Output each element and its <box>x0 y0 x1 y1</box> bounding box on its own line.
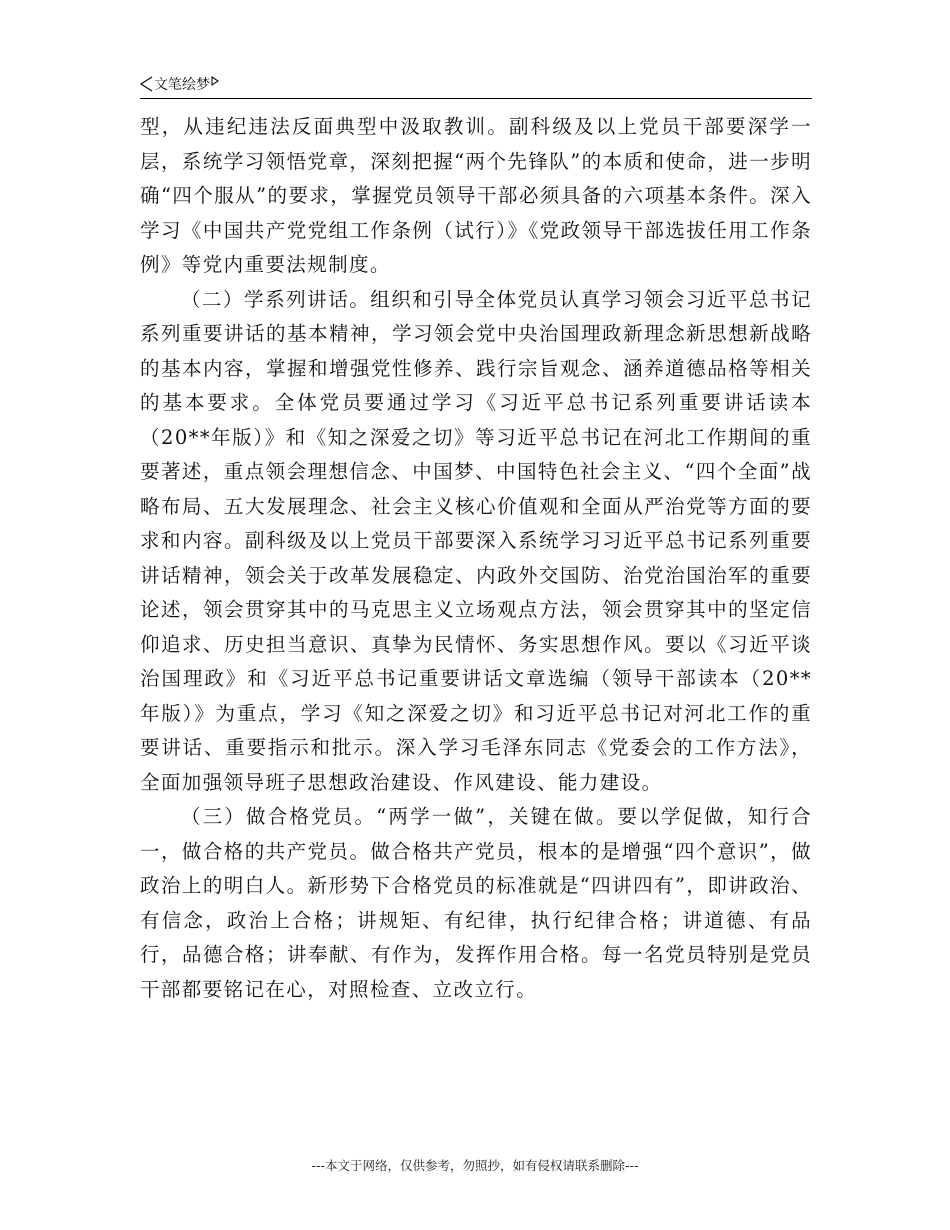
triangle-left-icon <box>140 76 153 92</box>
paragraph-qualified-member: （三）做合格党员。“两学一做”，关键在做。要以学促做，知行合一，做合格的共产党员。做合格共产党员，根本的是增强“四个意识”，做政治上的明白人。新形势下合格党员的标准就是“四讲四有”，即讲政治、有信念，政治上合格；讲规矩、有纪律，执行纪律合格；讲道德、有品行，品德合格；讲奉献、有作为，发挥作用合格。每一名党员特别是党员干部都要铭记在心，对照检查、立改立行。 <box>140 805 812 1001</box>
page-header <box>140 72 812 99</box>
document-body <box>140 110 812 1007</box>
brand-logo <box>140 74 219 94</box>
footer-disclaimer: ---本文于网络，仅供参考，勿照抄，如有侵权请联系删除--- <box>311 1158 639 1173</box>
triangle-right-icon <box>211 76 219 86</box>
paragraph-study-speeches: （二）学系列讲话。组织和引导全体党员认真学习领会习近平总书记系列重要讲话的基本精神，学习领会党中央治国理政新理念新思想新战略的基本内容，掌握和增强党性修养、践行宗旨观念、涵养道德品格等相关的基本要求。全体党员要通过学习《习近平总书记系列重要讲话读本（20**年版）》和《知之深爱之切》等习近平总书记在河北工作期间的重要著述，重点领会理想信念、中国梦、中国特色社会主义、“四个全面”战略布局、五大发展理念、社会主义核心价值观和全面从严治党等方面的要求和内容。副科级及以上党员干部要深入系统学习习近平总书记系列重要讲话精神，领会关于改革发展稳定、内政外交国防、治党治国治军的重要论述，领会贯穿其中的马克思主义立场观点方法，领会贯穿其中的坚定信仰追求、历史担当意识、真挚为民情怀、务实思想作风。要以《习近平谈治国理政》和《习近平总书记重要讲话文章选编（领导干部读本（20**年版）》为重点，学习《知之深爱之切》和习近平总书记对河北工作的重要讲话、重要指示和批示。深入学习毛泽东同志《党委会的工作方法》，全面加强领导班子思想政治建设、作风建设、能力建设。 <box>140 287 812 794</box>
paragraph-continuation: 型，从违纪违法反面典型中汲取教训。副科级及以上党员干部要深学一层，系统学习领悟党章，深刻把握“两个先锋队”的本质和使命，进一步明确“四个服从”的要求，掌握党员领导干部必须具备的六项基本条件。深入学习《中国共产党党组工作条例（试行）》《党政领导干部选拔任用工作条例》等党内重要法规制度。 <box>140 115 812 276</box>
brand-text: 文笔绘梦 <box>154 77 210 93</box>
